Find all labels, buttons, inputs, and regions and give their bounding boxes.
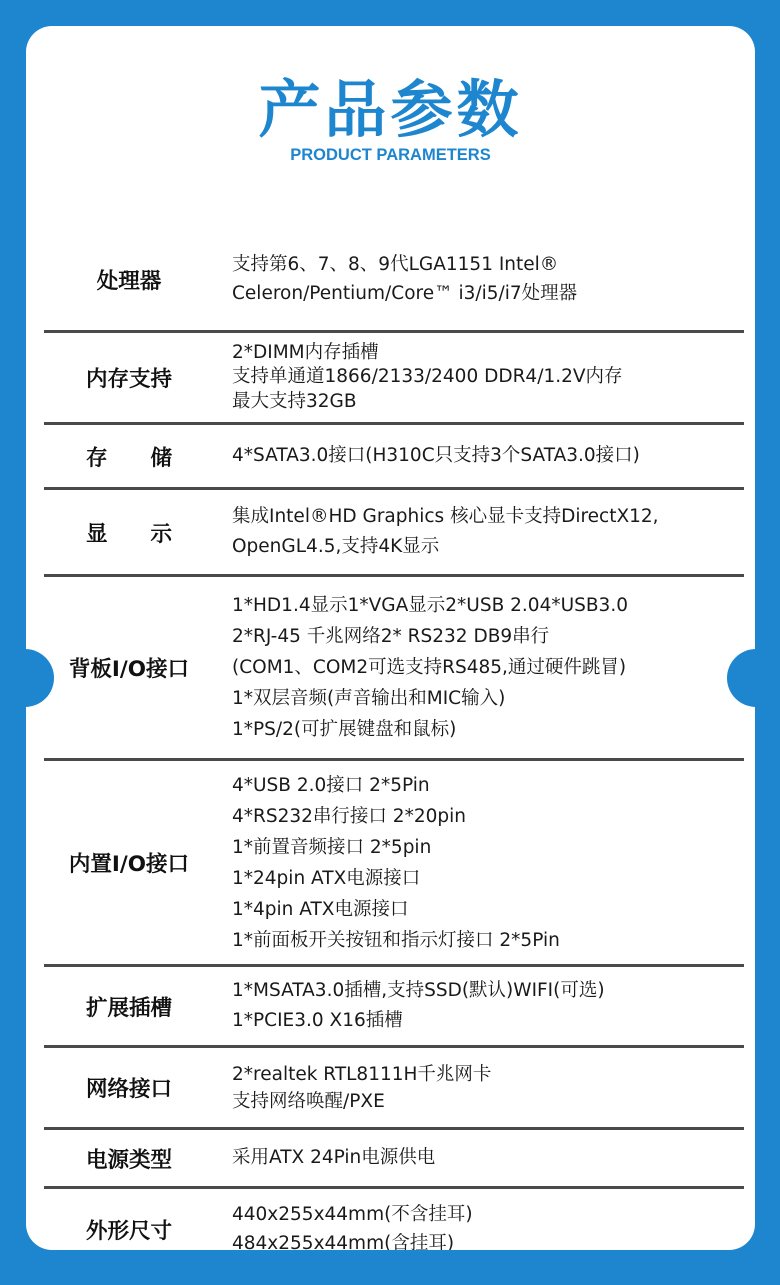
spec-value: 集成Intel®HD Graphics 核心显卡支持DirectX12,	[232, 506, 659, 527]
spec-value: Celeron/Pentium/Core™ i3/i5/i7处理器	[232, 283, 578, 304]
spec-value: 1*MSATA3.0插槽,支持SSD(默认)WIFI(可选)	[232, 980, 605, 1001]
spec-value: (COM1、COM2可选支持RS485,通过硬件跳冒)	[232, 657, 627, 678]
spec-label: 背板I/O接口	[68, 657, 190, 682]
spec-values	[232, 425, 752, 487]
spec-values	[232, 490, 752, 574]
spec-values	[232, 577, 752, 758]
spec-label: 扩展插槽	[85, 995, 172, 1021]
spec-value: 1*PCIE3.0 X16插槽	[232, 1010, 403, 1031]
spec-values	[232, 1130, 752, 1186]
spec-value: 1*前面板开关按钮和指示灯接口 2*5Pin	[232, 929, 560, 951]
spec-value: 1*24pin ATX电源接口	[232, 867, 421, 889]
spec-value: 最大支持32GB	[232, 390, 357, 412]
spec-label: 电源类型	[85, 1147, 172, 1173]
spec-value: 1*PS/2(可扩展键盘和鼠标)	[232, 719, 457, 740]
spec-label: 处理器	[96, 268, 162, 294]
spec-value: 2*realtek RTL8111H千兆网卡	[232, 1063, 492, 1085]
page-subtitle: PRODUCT PARAMETERS	[290, 146, 491, 164]
spec-values	[232, 333, 752, 422]
spec-value: 484x255x44mm(含挂耳)	[232, 1233, 455, 1250]
spec-value: 4*SATA3.0接口(H310C只支持3个SATA3.0接口)	[232, 445, 640, 466]
spec-value: 2*RJ-45 千兆网络2* RS232 DB9串行	[232, 626, 550, 647]
spec-row-rear-io	[44, 577, 744, 758]
spec-value: 1*4pin ATX电源接口	[232, 898, 409, 920]
spec-row-network	[44, 1048, 744, 1127]
spec-label: 显 示	[85, 521, 172, 547]
spec-value: 1*前置音频接口 2*5pin	[232, 836, 432, 858]
spec-value: 采用ATX 24Pin电源供电	[232, 1147, 436, 1168]
spec-row-expansion	[44, 967, 744, 1045]
spec-row-display	[44, 490, 744, 574]
spec-value: 440x255x44mm(不含挂耳)	[232, 1204, 473, 1225]
spec-value: 支持第6、7、8、9代LGA1151 Intel®	[232, 254, 559, 275]
spec-row-dimensions	[44, 1189, 744, 1250]
spec-row-cpu	[44, 226, 744, 332]
spec-label: 内置I/O接口	[68, 852, 190, 877]
spec-value: 1*双层音频(声音输出和MIC输入)	[232, 688, 506, 709]
spec-row-memory	[44, 333, 744, 422]
spec-value: OpenGL4.5,支持4K显示	[232, 536, 440, 557]
spec-values	[232, 1048, 752, 1127]
spec-row-storage	[44, 425, 744, 487]
spec-value: 4*RS232串行接口 2*20pin	[232, 805, 466, 827]
spec-value: 支持单通道1866/2133/2400 DDR4/1.2V内存	[232, 366, 623, 388]
spec-values	[232, 1189, 752, 1250]
spec-value: 2*DIMM内存插槽	[232, 341, 379, 363]
spec-value: 支持网络唤醒/PXE	[232, 1090, 385, 1112]
spec-row-internal-io	[44, 761, 744, 964]
spec-label: 外形尺寸	[85, 1218, 172, 1244]
spec-values	[232, 967, 752, 1045]
spec-label: 内存支持	[85, 367, 172, 392]
spec-label: 网络接口	[85, 1077, 172, 1102]
spec-card	[26, 26, 755, 1250]
spec-row-power	[44, 1130, 744, 1186]
spec-label: 存 储	[85, 445, 172, 471]
spec-values	[232, 226, 752, 332]
spec-values	[232, 761, 752, 964]
page-title: 产品参数	[258, 73, 523, 146]
spec-value: 4*USB 2.0接口 2*5Pin	[232, 774, 430, 796]
spec-value: 1*HD1.4显示1*VGA显示2*USB 2.04*USB3.0	[232, 595, 628, 616]
